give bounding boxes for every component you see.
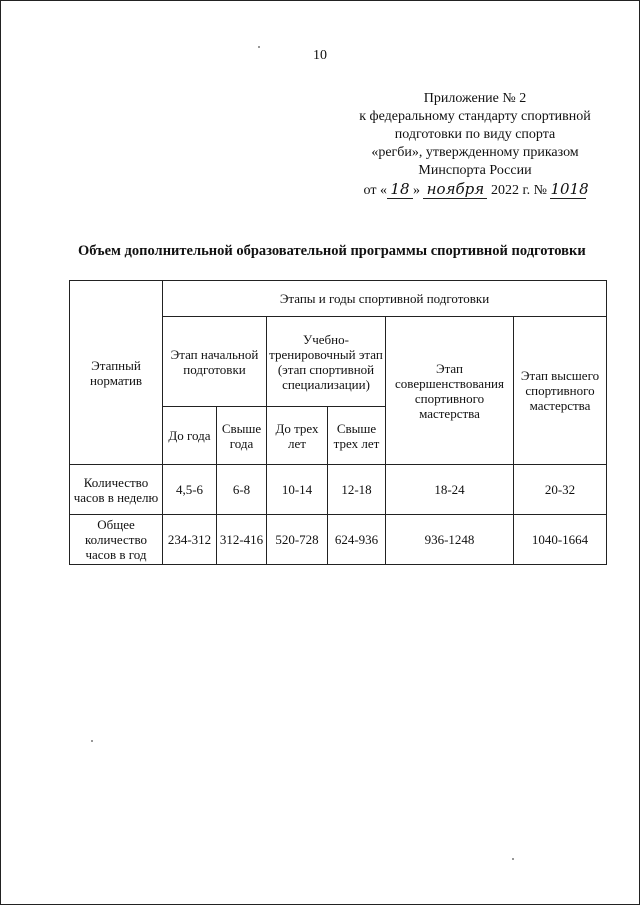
- table-cell: 6-8: [217, 465, 267, 515]
- norms-table: [69, 280, 607, 565]
- table-cell: 12-18: [328, 465, 386, 515]
- scan-speck: [91, 740, 93, 742]
- date-day-handwritten: 18: [387, 180, 413, 199]
- table-cell: 20-32: [514, 465, 607, 515]
- table-cell: 936-1248: [386, 515, 514, 565]
- header-stage-improvement: Этап совершенствования спортивного мастерства: [386, 317, 514, 465]
- scan-speck: [258, 46, 260, 48]
- table-cell: 18-24: [386, 465, 514, 515]
- subheader-up-to-three-years: До трех лет: [267, 407, 328, 465]
- header-stage-higher: Этап высшего спортивного мастерства: [514, 317, 607, 465]
- subheader-over-year: Свыше года: [217, 407, 267, 465]
- appendix-line-5: Минспорта России: [418, 163, 532, 178]
- row-label: Количество часов в неделю: [70, 465, 163, 515]
- appendix-date-line: [340, 180, 610, 200]
- appendix-block: [340, 90, 610, 200]
- scan-speck: [512, 858, 514, 860]
- table-cell: 312-416: [217, 515, 267, 565]
- order-number-handwritten: 1018: [550, 180, 589, 198]
- date-month-handwritten: ноября: [423, 180, 487, 199]
- header-stage-initial: Этап начальной подготовки: [163, 317, 267, 407]
- table-row: [70, 465, 607, 515]
- header-norm: Этапный норматив: [70, 281, 163, 465]
- table-cell: 624-936: [328, 515, 386, 565]
- page-number: 10: [313, 48, 327, 63]
- table-cell: 10-14: [267, 465, 328, 515]
- subheader-up-to-year: До года: [163, 407, 217, 465]
- table-row: [70, 515, 607, 565]
- table-cell: 1040-1664: [514, 515, 607, 565]
- appendix-line-1: Приложение № 2: [423, 91, 527, 106]
- table-header-row: [70, 281, 607, 317]
- date-prefix: от «: [363, 183, 387, 198]
- header-stage-training: Учебно-тренировочный этап (этап спортивной специализации): [267, 317, 386, 407]
- date-separator: »: [412, 183, 420, 198]
- document-title: Объем дополнительной образовательной программы спортивной подготовки: [78, 243, 586, 259]
- appendix-line-4: «регби», утвержденному приказом: [371, 145, 579, 160]
- table-cell: 234-312: [163, 515, 217, 565]
- table-cell: 4,5-6: [163, 465, 217, 515]
- subheader-over-three-years: Свыше трех лет: [328, 407, 386, 465]
- appendix-line-3: подготовки по виду спорта: [394, 127, 556, 142]
- table-cell: 520-728: [267, 515, 328, 565]
- row-label: Общее количество часов в год: [70, 515, 163, 565]
- appendix-line-2: к федеральному стандарту спортивной: [359, 109, 591, 124]
- header-stages: Этапы и годы спортивной подготовки: [163, 281, 607, 317]
- date-year: 2022 г. №: [490, 183, 547, 198]
